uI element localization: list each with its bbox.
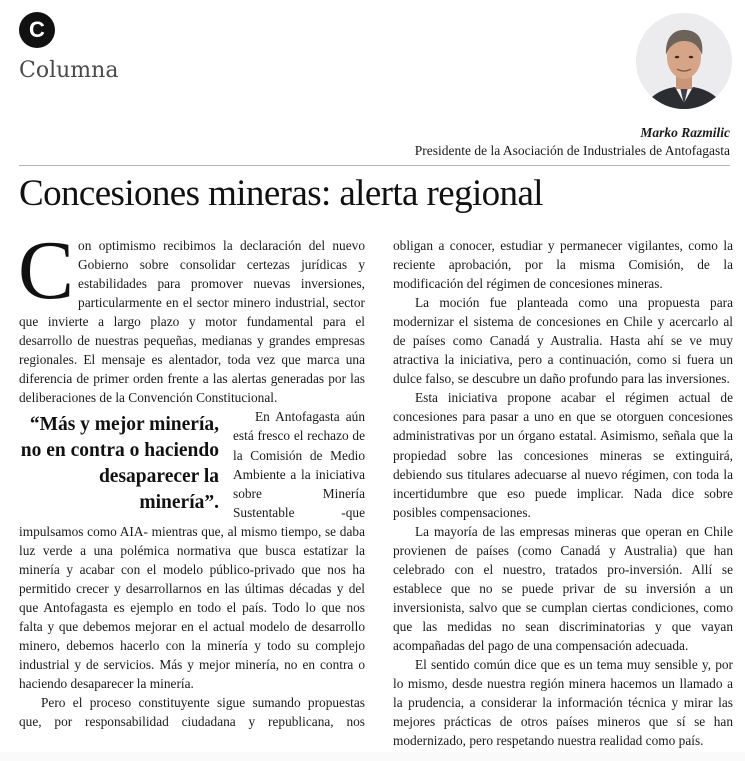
header-rule [19,165,730,166]
article-paragraph-7: El sentido común dice que es un tema muy sensible y, por lo mismo, desde nuestra región minera hacemos un llamado a la prudencia, a considerar la información técnica y mirar las mejores prácticas de otros países mineros que sí se han modernizado, pero respetando nuestra realidad como país. [393,657,733,749]
article-paragraph-6: La mayoría de las empresas mineras que operan en Chile provienen de países (como Canadá y Australia) que han celebrado con el nuestro, tratados pro-inversión. Allí se establece que no se puede privar de su inversión a un inversionista, salvo que se cumplan ciertas condiciones, como que las medidas no sean discriminatorias y que vayan acompañadas del pago de una compensación adecuada. [393,523,733,653]
author-role: Presidente de la Asociación de Industriales de Antofagasta [414,143,730,158]
article-paragraph-3-continued: obligan a conocer, estudiar y permanecer vigilantes, como la reciente aprobación, por la misma Comisión, de la modificación del régimen de concesiones mineras. [393,238,733,292]
article-paragraph-3: Pero el proceso constituyente sigue sumando propuestas que, por responsabilidad ciudadana y republicana, nos [19,695,365,730]
pull-quote: “Más y mejor minería, no en contra o haciendo desaparecer la minería”. [20,414,219,514]
article-paragraph-2: En Antofagasta aún está fresco el rechazo de la Comisión de Medio Ambiente a la iniciativa sobre Minería Sustentable -que impulsamos como AIA- mientras que, al mismo tiempo, se daba luz verde a una polémica normativa que busca estatizar la minería y acabar con el modelo público-privado que nos ha permitido crecer y desarrollarnos en las últimas décadas y del que Antofagasta es ejemplo en todo el país. Todo lo que nos falta y que debemos mejorar en el actual modelo de desarrollo minero, debemos hacerlo con la minería y todo su complejo industrial y de servicios. Más y mejor minería, no en contra o haciendo desaparecer la minería. [19,409,365,692]
author-name: Marko Razmilic [640,125,730,140]
headline: Concesiones mineras: alerta regional [19,173,543,214]
article-paragraph-1 [18,224,365,407]
page-bottom-edge [0,752,745,761]
drop-cap: C [18,224,75,317]
section-label: Columna [19,58,119,83]
section-badge: C [19,12,55,48]
article-column-left [18,224,365,731]
article-paragraph-5: Esta iniciativa propone acabar el régimen actual de concesiones para pasar a uno en que se otorguen concesiones administrativas por un órgano estatal. Asimismo, señala que la propiedad sobre las concesiones mineras se extinguirá, debiendo sus titulares adecuarse al nuevo régimen, con toda la incertidumbre que eso puede implicar. Nada dice sobre posibles compensaciones. [393,390,733,520]
paragraph-1-text: on optimismo recibimos la declaración del nuevo Gobierno sobre consolidar certezas jurídicas y estabilidades para promover nuevas inversiones, particularmente en el sector minero industrial, sector que invierte a largo plazo y motor fundamental para el desarrollo de nuestras pequeñas, medianas y grandes empresas regionales. El mensaje es alentador, toda vez que marca una diferencia de primer orden frente a las alertas generadas por las deliberaciones de la Convención Constitucional. [19,238,365,406]
author-photo [636,13,732,109]
article-paragraph-4: La moción fue planteada como una propuesta para modernizar el sistema de concesiones en Chile y acercarlo al de países como Canadá y Australia. Hasta ahí se ve muy atractiva la iniciativa, pero a continuación, como si fuera un dulce falso, se descubre un daño profundo para las inversiones. [393,295,733,387]
article-column-right [393,236,733,750]
